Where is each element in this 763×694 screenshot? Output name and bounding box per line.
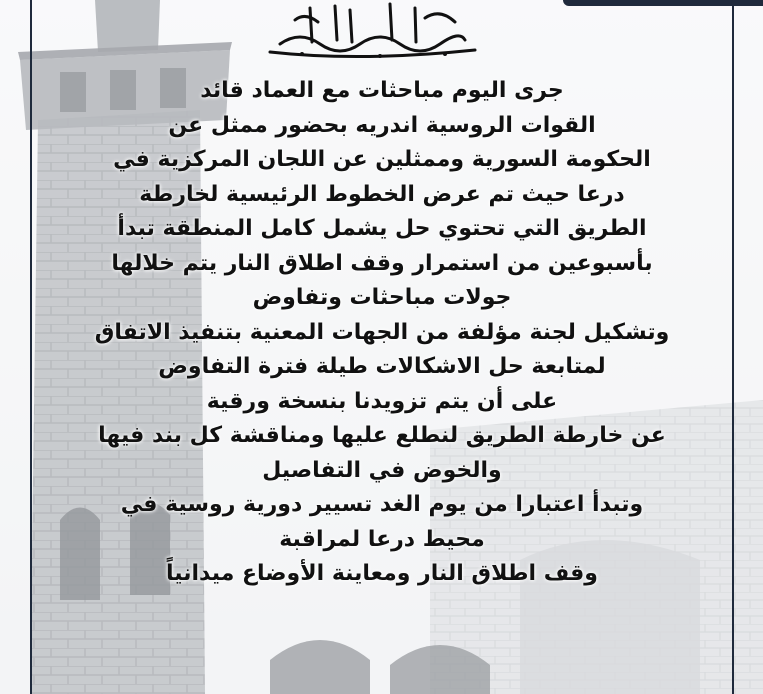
statement-line: جرى اليوم مباحثات مع العماد قائد	[200, 78, 564, 103]
statement-line: القوات الروسية اندريه بحضور ممثل عن	[168, 112, 596, 138]
basmala-calligraphy	[240, 0, 500, 62]
statement-line: والخوض في التفاصيل	[262, 457, 502, 483]
statement-line: عن خارطة الطريق لنطلع عليها ومناقشة كل بند فيها	[98, 423, 666, 448]
statement-line: الطريق التي تحتوي حل يشمل كامل المنطقة تبدأ	[117, 216, 647, 241]
statement-text	[30, 74, 734, 592]
statement-line: محيط درعا لمراقبة	[279, 526, 485, 552]
statement-line: وتشكيل لجنة مؤلفة من الجهات المعنية بتنفيذ الاتفاق	[94, 319, 670, 345]
statement-line: بأسبوعين من استمرار وقف اطلاق النار يتم خلالها	[111, 250, 653, 276]
statement-line: على أن يتم تزويدنا بنسخة ورقية	[206, 388, 558, 414]
statement-line: جولات مباحثات وتفاوض	[252, 285, 512, 310]
corner-tab	[563, 0, 763, 6]
statement-line: لمتابعة حل الاشكالات طيلة فترة التفاوض	[158, 354, 606, 379]
statement-line: درعا حيث تم عرض الخطوط الرئيسية لخارطة	[139, 181, 625, 207]
statement-line: وقف اطلاق النار ومعاينة الأوضاع ميدانياً	[166, 561, 598, 586]
statement-line: وتبدأ اعتبارا من يوم الغد تسيير دورية روسية في	[120, 492, 644, 517]
statement-line: الحكومة السورية وممثلين عن اللجان المركزية في	[113, 147, 651, 172]
